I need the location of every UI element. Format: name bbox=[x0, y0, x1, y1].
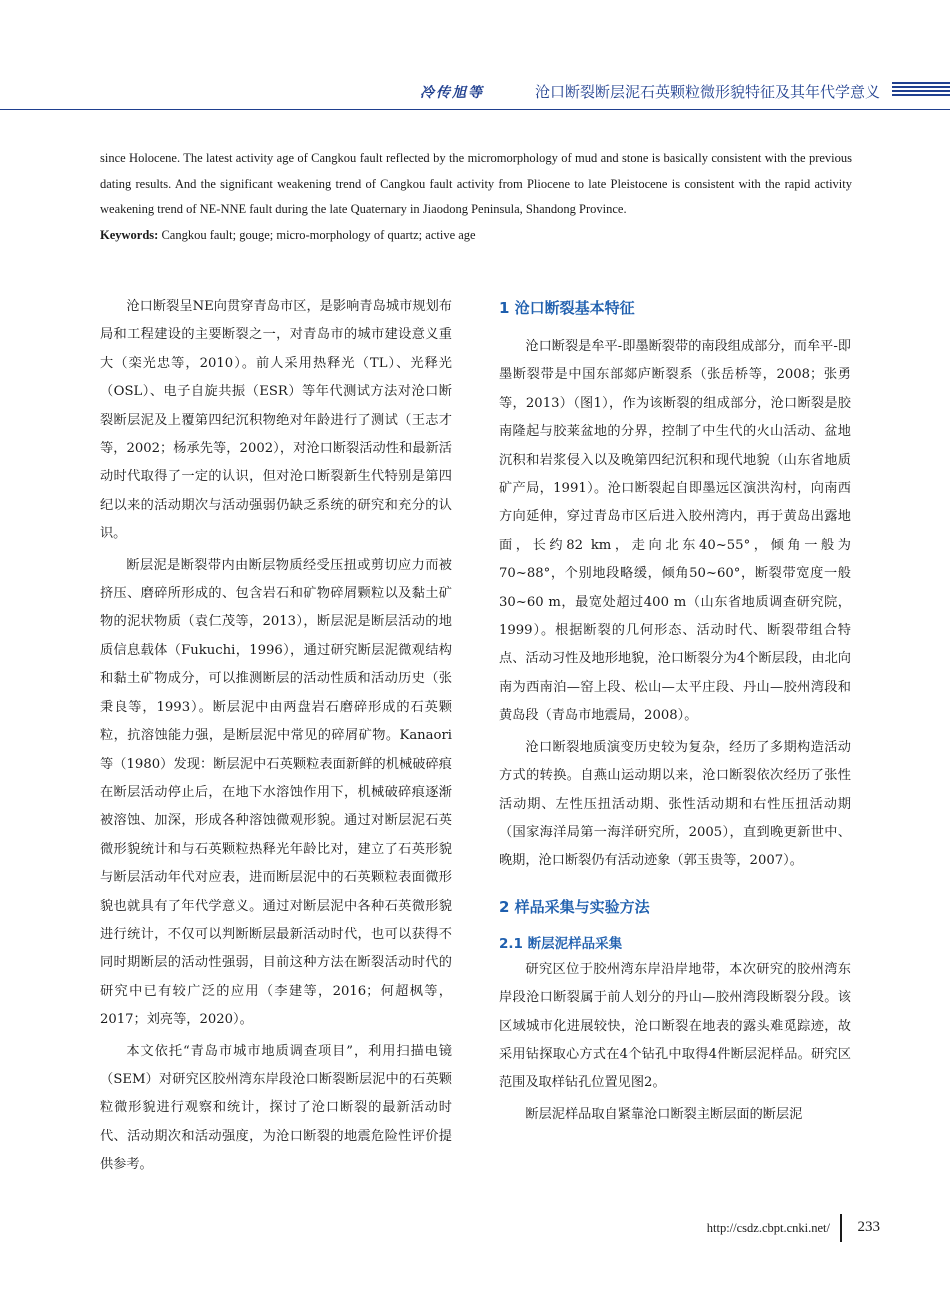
section-2-1-paragraph-1: 研究区位于胶州湾东岸沿岸地带，本次研究的胶州湾东岸段沧口断裂属于前人划分的丹山—胶州湾段断裂分段。该区域城市化进展较快，沧口断裂在地表的露头难觅踪迹，故采用钻探取心方式在4个钻孔中取得4件断层泥样品。研究区范围及取样钻孔位置见图2。 bbox=[499, 961, 851, 1091]
intro-paragraph-1: 沧口断裂呈NE向贯穿青岛市区，是影响青岛城市规划布局和工程建设的主要断裂之一，对青岛市的城市建设意义重大（栾光忠等，2010）。前人采用热释光（TL）、光释光（OSL）、电子自旋共振（ESR）等年代测试方法对沧口断裂断层泥及上覆第四纪沉积物绝对年龄进行了测试（王志才等，2002；杨承先等，2002），对沧口断裂活动性和最新活动时代取得了一定的认识，但对沧口断裂新生代特别是第四纪以来的活动期次与活动强弱仍缺乏系统的研究和充分的认识。 bbox=[100, 299, 452, 542]
keywords-text: Cangkou fault; gouge; micro-morphology of quartz; active age bbox=[158, 227, 476, 242]
header-authors: 冷传旭等 bbox=[420, 85, 484, 101]
section-1-paragraph-2: 沧口断裂地质演变历史较为复杂，经历了多期构造活动方式的转换。自燕山运动期以来，沧口断裂依次经历了张性活动期、左性压扭活动期、张性活动期和右性压扭活动期（国家海洋局第一海洋研究所，2005），直到晚更新世中、晚期，沧口断裂仍有活动迹象（郭玉贵等，2007）。 bbox=[499, 739, 851, 869]
section-1-paragraph-1: 沧口断裂是牟平-即墨断裂带的南段组成部分，而牟平-即墨断裂带是中国东部郯庐断裂系（张岳桥等，2008；张勇等，2013）（图1），作为该断裂的组成部分，沧口断裂是胶南隆起与胶莱盆地的分界，控制了中生代的火山活动、盆地沉积和岩浆侵入以及晚第四纪沉积和现代地貌（山东省地质矿产局，1991）。沧口断裂起自即墨远区演洪沟村，向南西方向延伸，穿过青岛市区后进入胶州湾内，再于黄岛出露地面，长约82 km，走向北东40~55°，倾角一般为70~88°，个别地段略缓，倾角50~60°，断裂带宽度一般30~60 m，最宽处超过400 m（山东省地质调查研究院，1999）。根据断裂的几何形态、活动时代、断裂带组合特点、活动习性及地形地貌，沧口断裂分为4个断层段，由北向南为西南泊—窑上段、松山—太平庄段、丹山—胶州湾段和黄岛段（青岛市地震局，2008）。 bbox=[499, 339, 851, 724]
abstract-text: since Holocene. The latest activity age of Cangkou fault reflected by the micromorphology of mud and stone is basically consistent with the previous dating results. And the significant weakening trend of Cangkou fault activity from Pliocene to late Pleistocene is consistent with the rapid activity weakening trend of NE-NNE fault during the late Quaternary in Jiaodong Peninsula, Shandong Province. bbox=[100, 151, 852, 216]
intro-paragraph-3: 本文依托“青岛市城市地质调查项目”，利用扫描电镜（SEM）对研究区胶州湾东岸段沧口断裂断层泥中的石英颗粒微形貌进行观察和统计，探讨了沧口断裂的最新活动时代、活动期次和活动强度，为沧口断裂的地震危险性评价提供参考。 bbox=[100, 1043, 452, 1173]
section-1-heading: 1 沧口断裂基本特征 bbox=[499, 299, 635, 317]
header-article-title: 沧口断裂断层泥石英颗粒微形貌特征及其年代学意义 bbox=[534, 83, 880, 101]
header-decorative-bars bbox=[892, 82, 950, 100]
section-2-1-heading: 2.1 断层泥样品采集 bbox=[499, 935, 623, 952]
section-2-heading: 2 样品采集与实验方法 bbox=[499, 897, 650, 916]
page-number: 233 bbox=[857, 1219, 880, 1235]
keywords-line bbox=[100, 223, 852, 249]
section-2-1-paragraph-2: 断层泥样品取自紧靠沧口断裂主断层面的断层泥 bbox=[525, 1106, 803, 1122]
intro-paragraph-2: 断层泥是断裂带内由断层物质经受压扭或剪切应力而被挤压、磨碎所形成的、包含岩石和矿物碎屑颗粒以及黏土矿物的泥状物质（袁仁茂等，2013），断层泥是断层活动的地质信息载体（Fukuchi，1996），通过研究断层泥微观结构和黏土矿物成分，可以推测断层的活动性质和活动历史（张秉良等，1993）。断层泥中由两盘岩石磨碎形成的石英颗粒，抗溶蚀能力强，是断层泥中常见的碎屑矿物。Kanaori等（1980）发现：断层泥中石英颗粒表面新鲜的机械破碎痕在断层活动停止后，在地下水溶蚀作用下，机械破碎痕逐渐被溶蚀、加深，形成各种溶蚀微观形貌。通过对断层泥石英微形貌统计和与石英颗粒热释光年龄比对，建立了石英形貌与断层活动年代对应表，进而断层泥中的石英颗粒表面微形貌也就具有了年代学意义。通过对断层泥中各种石英微形貌进行统计，不仅可以判断断层最新活动时代，也可以获得不同时期断层的活动性强弱，目前这种方法在断裂活动时代的研究中已有较广泛的应用（李建等，2016；何超枫等，2017；刘亮等，2020）。 bbox=[100, 557, 452, 1028]
right-column bbox=[499, 293, 851, 1132]
abstract-block bbox=[100, 146, 852, 248]
footer-separator bbox=[840, 1214, 842, 1242]
left-column bbox=[100, 293, 452, 1183]
running-header bbox=[0, 78, 950, 108]
header-rule bbox=[0, 109, 950, 110]
footer-url: http://csdz.cbpt.cnki.net/ bbox=[706, 1221, 830, 1235]
keywords-label: Keywords: bbox=[100, 227, 159, 242]
